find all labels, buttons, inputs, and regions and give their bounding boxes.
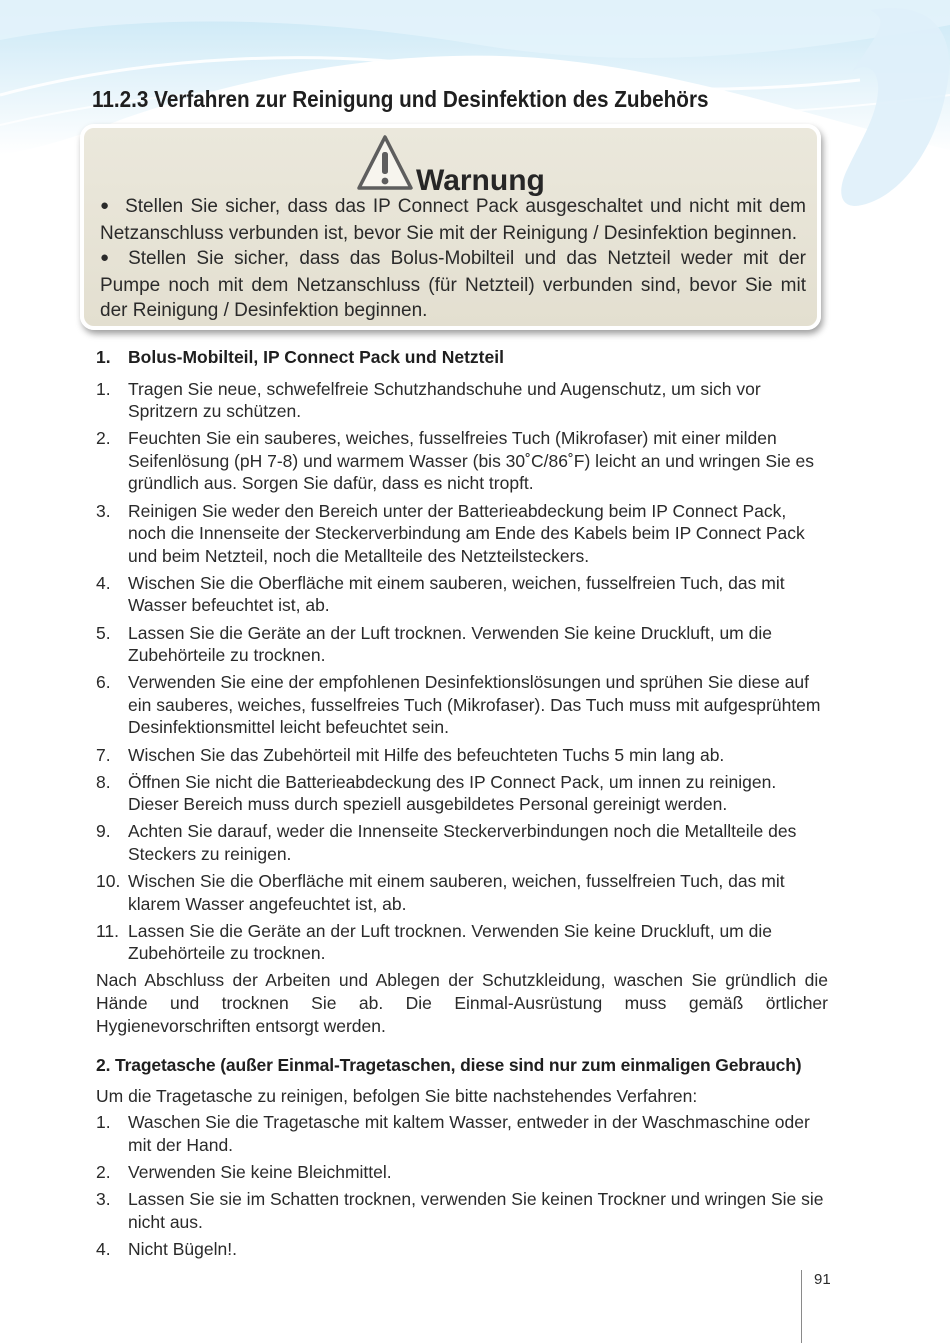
bullet-icon: ●	[100, 249, 115, 266]
warning-text	[100, 194, 806, 324]
list-item: 11. Lassen Sie die Geräte an der Luft trocknen. Verwenden Sie keine Druckluft, um die Zubehörteile zu trocknen.	[96, 920, 772, 964]
section2-steps	[96, 1111, 828, 1260]
list-item: 10. Wischen Sie die Oberfläche mit einem sauberen, weichen, fusselfreien Tuch, das mit klarem Wasser angefeuchtet ist, ab.	[96, 870, 785, 914]
section2-title: 2. Tragetasche (außer Einmal-Tragetaschen, diese sind nur zum einmaligen Gebrauch)	[96, 1055, 802, 1076]
list-item: 1. Waschen Sie die Tragetasche mit kaltem Wasser, entweder in der Waschmaschine oder mit der Hand.	[96, 1112, 810, 1155]
list-item: 4. Wischen Sie die Oberfläche mit einem sauberen, weichen, fusselfreien Tuch, das mit Wasser befeuchtet ist, ab.	[96, 572, 785, 616]
list-item: 4. Nicht Bügeln!.	[96, 1238, 237, 1259]
section1-steps	[96, 378, 828, 965]
list-item: 1. Tragen Sie neue, schwefelfreie Schutzhandschuhe und Augenschutz, um sich vor Spritzern zu schützen.	[96, 378, 761, 422]
list-item: 3. Lassen Sie sie im Schatten trocknen, verwenden Sie keinen Trockner und wringen Sie sie nicht aus.	[96, 1189, 824, 1232]
section1-closing-paragraph: Nach Abschluss der Arbeiten und Ablegen der Schutzkleidung, waschen Sie gründlich die Hände und trocknen Sie ab. Die Einmal-Ausrüstung muss gemäß örtlicher Hygienevorschriften entsorgt werden.	[96, 970, 828, 1036]
warning-triangle-icon	[356, 134, 414, 192]
list-item: 8. Öffnen Sie nicht die Batterieabdeckung des IP Connect Pack, um innen zu reinigen. Dieser Bereich muss durch speziell ausgebildetes Personal gereinigt werden.	[96, 771, 777, 815]
page-number: 91	[814, 1271, 831, 1288]
list-item: 3. Reinigen Sie weder den Bereich unter der Batterieabdeckung beim IP Connect Pack, noch die Innenseite der Steckerverbindung am Ende des Kabels beim IP Connect Pack und beim Netzteil, noch die Metallteile des Netzteilsteckers.	[96, 500, 805, 566]
list-item: 2. Verwenden Sie keine Bleichmittel.	[96, 1162, 392, 1182]
page-number-divider	[801, 1270, 802, 1343]
section1-title: 1. Bolus-Mobilteil, IP Connect Pack und Netzteil	[96, 347, 504, 367]
list-item: 6. Verwenden Sie eine der empfohlenen Desinfektionslösungen und sprühen Sie diese auf ein sauberes, weiches, fusselfreies Tuch (Mikrofaser). Das Tuch muss mit aufgesprühtem Desinfektionsmittel leicht befeuchtet sein.	[96, 672, 821, 738]
list-item: 2. Feuchten Sie ein sauberes, weiches, fusselfreies Tuch (Mikrofaser) mit einer milden Seifenlösung (pH 7-8) und warmem Wasser (bis 30˚C/86˚F) leicht an und wringen Sie es gründlich aus. Sorgen Sie dafür, dass es nicht tropft.	[96, 428, 815, 494]
section2-intro: Um die Tragetasche zu reinigen, befolgen Sie bitte nachstehendes Verfahren:	[96, 1085, 698, 1106]
section-heading: 11.2.3 Verfahren zur Reinigung und Desinfektion des Zubehörs	[92, 86, 709, 112]
list-item: 9. Achten Sie darauf, weder die Innenseite Steckerverbindungen noch die Metallteile des Steckers zu reinigen.	[96, 821, 797, 864]
list-item: 7. Wischen Sie das Zubehörteil mit Hilfe des befeuchteten Tuchs 5 min lang ab.	[96, 744, 725, 765]
warning-bullet: ● Stellen Sie sicher, dass das Bolus-Mobilteil und das Netzteil weder mit der Pumpe noch mit dem Netzanschluss (für Netzteil) verbunden sind, bevor Sie mit der Reinigung / Desinfektion beginnen.	[100, 248, 807, 321]
main-content	[96, 346, 828, 1265]
list-item: 5. Lassen Sie die Geräte an der Luft trocknen. Verwenden Sie keine Druckluft, um die Zubehörteile zu trocknen.	[96, 622, 772, 666]
warning-bullet: ● Stellen Sie sicher, dass das IP Connect Pack ausgeschaltet und nicht mit dem Netzanschluss verbunden ist, bevor Sie mit der Reinigung / Desinfektion beginnen.	[100, 196, 806, 244]
bullet-icon: ●	[100, 197, 112, 214]
warning-box	[80, 124, 821, 330]
warning-title: Warnung	[416, 164, 545, 197]
